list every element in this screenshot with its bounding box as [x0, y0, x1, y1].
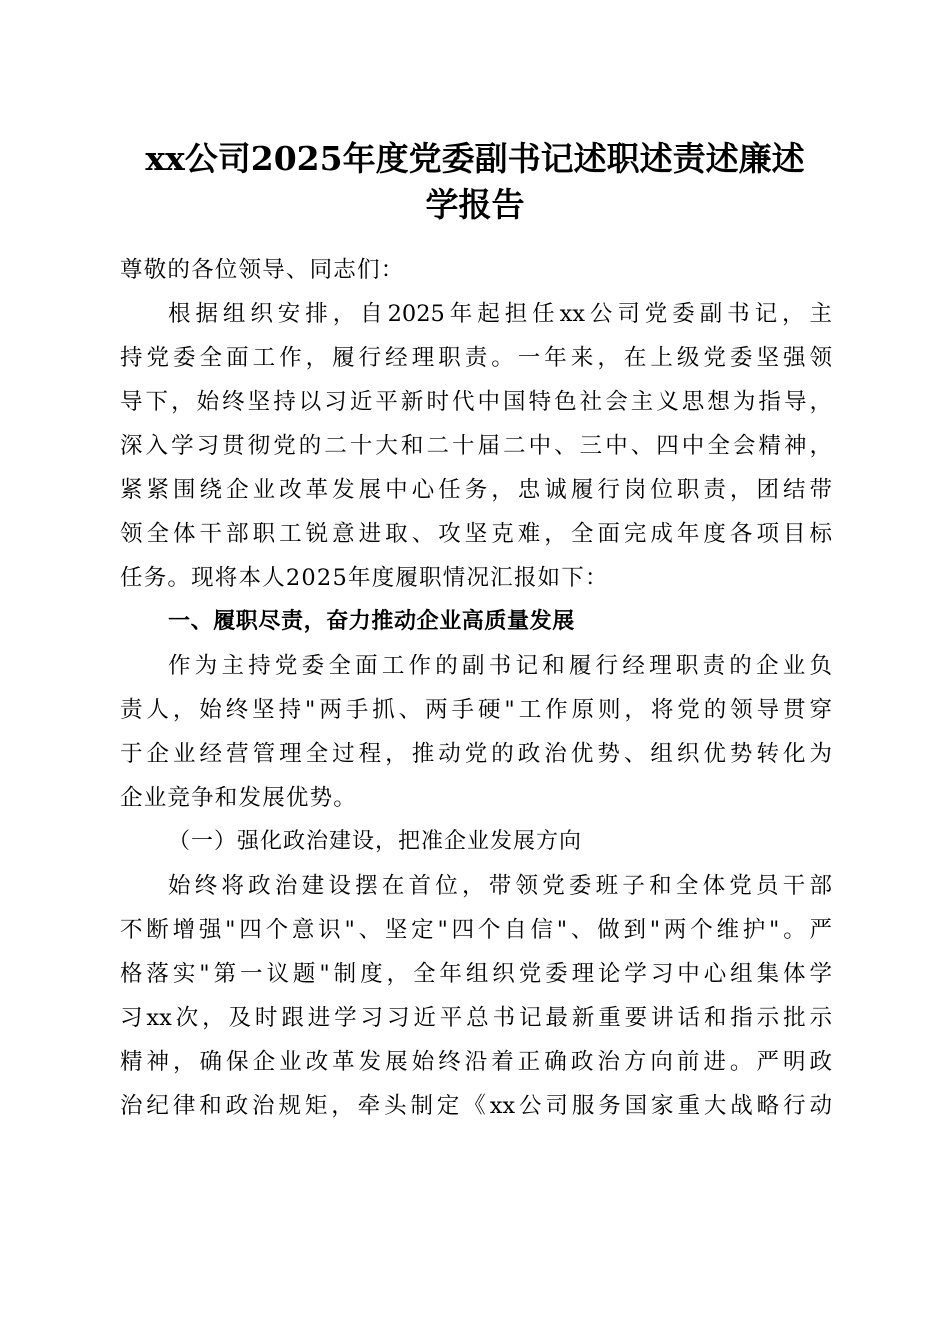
paragraph-line: 不断增强"四个意识"、坚定"四个自信"、做到"两个维护"。严 [120, 917, 832, 943]
paragraph-line: 作为主持党委全面工作的副书记和履行经理职责的企业负 [168, 653, 832, 679]
paragraph-line: 深入学习贯彻党的二十大和二十届二中、三中、四中全会精神， [120, 433, 832, 459]
section1-paragraph [120, 644, 832, 820]
paragraph-line: 紧紧围绕企业改革发展中心任务，忠诚履行岗位职责，团结带 [120, 477, 832, 503]
section-heading-1: 一、履职尽责，奋力推动企业高质量发展 [168, 609, 575, 634]
paragraph-line: 领全体干部职工锐意进取、攻坚克难，全面完成年度各项目标 [120, 521, 832, 547]
document-title [100, 136, 850, 228]
paragraph-line: 责人，始终坚持"两手抓、两手硬"工作原则，将党的领导贯穿 [120, 697, 832, 723]
salutation: 尊敬的各位领导、同志们： [120, 257, 405, 283]
title-line-2: 学报告 [425, 185, 525, 224]
subsection1-paragraph [120, 864, 832, 1128]
paragraph-line: 根据组织安排，自2025年起担任xx公司党委副书记，主 [168, 301, 832, 327]
subsection-heading-1: （一）强化政治建设，把准企业发展方向 [168, 829, 583, 854]
intro-paragraph [120, 292, 832, 600]
paragraph-line: 格落实"第一议题"制度，全年组织党委理论学习中心组集体学 [120, 961, 832, 987]
paragraph-line: 治纪律和政治规矩，牵头制定《xx公司服务国家重大战略行动 [120, 1093, 832, 1119]
paragraph-line: 精神，确保企业改革发展始终沿着正确政治方向前进。严明政 [120, 1049, 832, 1075]
paragraph-line: 企业竞争和发展优势。 [120, 785, 358, 811]
paragraph-line: 始终将政治建设摆在首位，带领党委班子和全体党员干部 [168, 873, 832, 899]
paragraph-line: 习xx次，及时跟进学习习近平总书记最新重要讲话和指示批示 [120, 1005, 832, 1031]
paragraph-line: 于企业经营管理全过程，推动党的政治优势、组织优势转化为 [120, 741, 832, 767]
paragraph-line: 任务。现将本人2025年度履职情况汇报如下： [120, 565, 609, 591]
paragraph-line: 导下，始终坚持以习近平新时代中国特色社会主义思想为指导， [120, 389, 832, 415]
paragraph-line: 持党委全面工作，履行经理职责。一年来，在上级党委坚强领 [120, 345, 832, 371]
title-line-1: xx公司2025年度党委副书记述职述责述廉述 [145, 139, 805, 178]
document-body [120, 248, 832, 1128]
